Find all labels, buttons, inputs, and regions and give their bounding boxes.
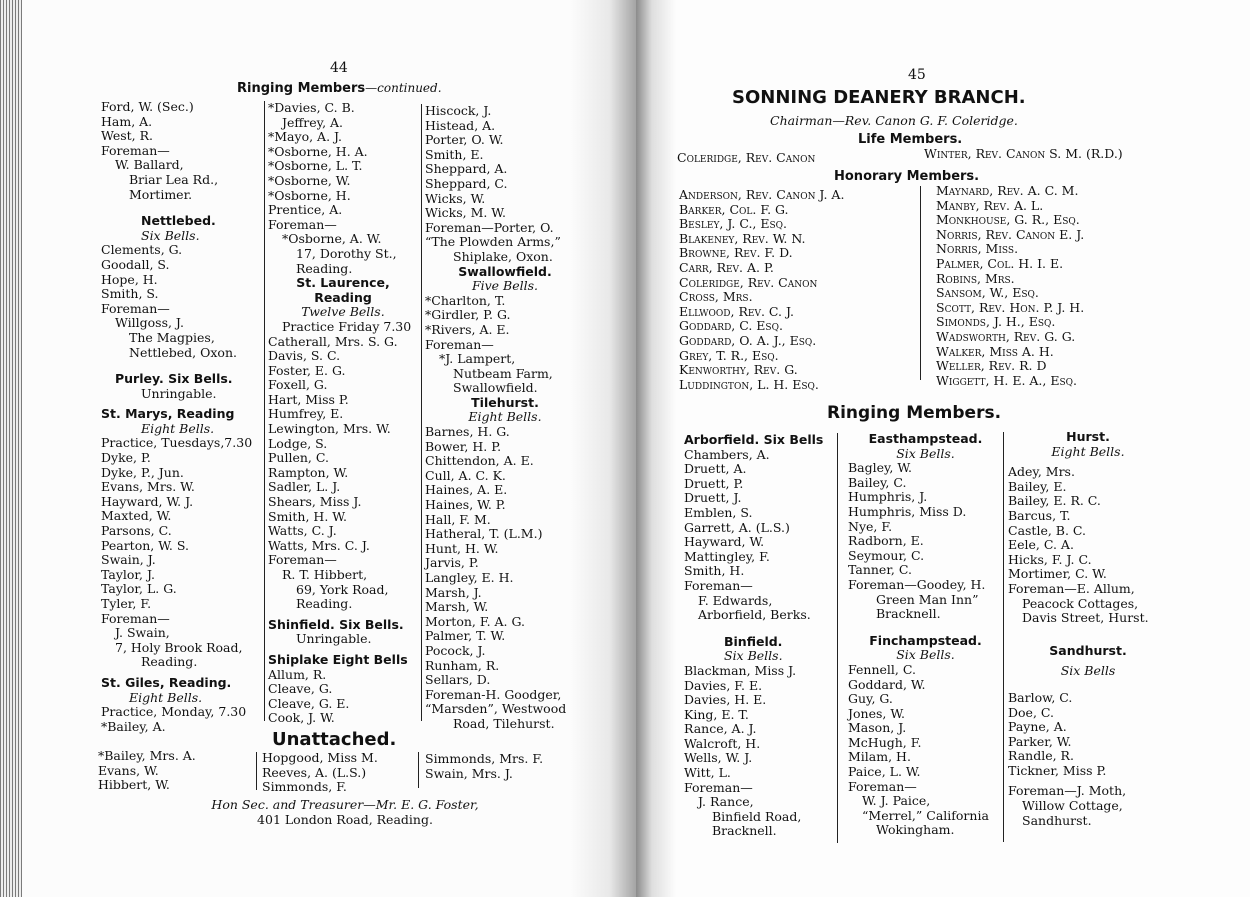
member-entry: Coleridge, Rev. Canon	[679, 274, 818, 290]
member-entry: *Osborne, A. W.	[282, 231, 382, 247]
member-entry: Davies, H. E.	[684, 692, 767, 708]
member-entry: Green Man Inn”	[876, 591, 979, 607]
member-entry: Reading.	[296, 596, 353, 612]
member-entry: Hall, F. M.	[425, 511, 491, 527]
member-entry: Langley, E. H.	[425, 570, 514, 585]
member-entry: Foreman—Porter, O.	[425, 219, 554, 235]
member-entry: Parker, W.	[1008, 733, 1072, 749]
page-number: 45	[908, 67, 926, 83]
member-entry: Eight Bells.	[129, 689, 203, 705]
page-number: 44	[330, 60, 348, 76]
member-entry: Barker, Col. F. G.	[679, 201, 789, 217]
member-entry: Tyler, F.	[101, 596, 152, 611]
member-entry: Norris, Miss.	[936, 241, 1019, 257]
member-entry: *Rivers, A. E.	[425, 321, 510, 337]
member-entry: Cross, Mrs.	[679, 289, 753, 305]
member-entry: Goddard, W.	[848, 676, 926, 692]
life-member: Coleridge, Rev. Canon	[677, 150, 816, 165]
member-entry: Hayward, W.	[684, 534, 765, 550]
ringing-column-1	[684, 433, 844, 839]
member-entry: Emblen, S.	[684, 504, 753, 520]
member-entry: “Marsden”, Westwood	[425, 701, 567, 717]
member-entry: *Osborne, H. A.	[268, 143, 368, 159]
member-entry: Foreman—E. Allum,	[1008, 580, 1135, 596]
member-entry: Chambers, A.	[684, 446, 770, 462]
member-entry: Foreman—	[425, 336, 494, 352]
member-entry: Evans, W.	[98, 762, 159, 778]
spacer	[848, 622, 1003, 634]
member-entry: Practice, Tuesdays,7.30	[101, 435, 253, 451]
member-entry: Carr, Rev. A. P.	[679, 259, 774, 275]
member-entry: Barcus, T.	[1008, 507, 1071, 523]
column-divider	[920, 186, 921, 380]
member-entry: Hayward, W. J.	[101, 493, 194, 509]
member-entry: Bracknell.	[876, 606, 941, 622]
member-entry: Hope, H.	[101, 271, 158, 287]
member-entry: Fennell, C.	[848, 661, 916, 677]
member-entry: Reading.	[296, 260, 353, 276]
member-entry: Swallowfield.	[453, 380, 538, 396]
member-entry: Marsh, W.	[425, 599, 489, 615]
member-entry: Monkhouse, G. R., Esq.	[936, 212, 1080, 228]
member-entry: Practice, Monday, 7.30	[101, 704, 247, 720]
member-entry: Browne, Rev. F. D.	[679, 245, 793, 261]
member-entry: Smith, S.	[101, 286, 159, 302]
member-entry: Swain, Mrs. J.	[425, 765, 513, 781]
member-entry: Wokingham.	[876, 822, 955, 838]
unattached-column-1	[98, 749, 248, 793]
member-entry: Sadler, L. J.	[268, 479, 341, 495]
member-entry: Sheppard, A.	[425, 161, 508, 177]
member-entry: Pocock, J.	[425, 642, 486, 658]
member-entry: King, E. T.	[684, 706, 749, 722]
member-entry: Humphris, Miss D.	[848, 503, 967, 519]
member-entry: Humphris, J.	[848, 489, 928, 505]
member-entry: Palmer, T. W.	[425, 628, 506, 644]
member-entry: Clements, G.	[101, 242, 183, 258]
member-entry: McHugh, F.	[848, 734, 922, 750]
member-entry: *Osborne, H.	[268, 187, 351, 203]
member-entry: *Davies, C. B.	[268, 100, 355, 115]
member-entry: Pearton, W. S.	[101, 537, 189, 553]
member-entry: Watts, C. J.	[268, 523, 337, 539]
ringing-column-2	[848, 432, 1003, 838]
ringing-members-heading: Ringing Members.	[827, 403, 1002, 423]
member-entry: Radborn, E.	[848, 533, 924, 549]
unattached-column-3	[425, 752, 575, 781]
member-entry: Marsh, J.	[425, 584, 482, 600]
member-entry: *Osborne, W.	[268, 172, 351, 188]
member-entry: Catherall, Mrs. S. G.	[268, 333, 398, 349]
member-entry: Six Bells.	[141, 227, 200, 243]
right-page	[636, 0, 1250, 897]
column-divider	[421, 104, 422, 721]
member-entry: Foreman—	[101, 142, 170, 158]
member-entry: Practice Friday 7.30	[282, 318, 412, 334]
member-entry: Castle, B. C.	[1008, 522, 1087, 538]
member-entry: Foreman-H. Goodger,	[425, 686, 562, 702]
parish-heading: Finchampstead.	[869, 632, 982, 648]
member-entry: 69, York Road,	[296, 581, 389, 597]
member-entry: *Mayo, A. J.	[268, 129, 343, 145]
parish-heading: Nettlebed.	[141, 213, 216, 229]
member-entry: Sansom, W., Esq.	[936, 285, 1039, 301]
member-entry: Doe, C.	[1008, 704, 1054, 720]
member-entry: Smith, H.	[684, 563, 745, 579]
member-entry: Dyke, P.	[101, 450, 151, 466]
column-divider	[418, 752, 419, 788]
member-entry: 17, Dorothy St.,	[296, 245, 397, 261]
unattached-title: Unattached.	[272, 729, 397, 750]
column-divider	[256, 752, 257, 790]
member-entry: Jones, W.	[848, 705, 905, 721]
member-entry: Humfrey, E.	[268, 406, 344, 422]
parish-heading: Hurst.	[1066, 429, 1110, 444]
member-entry: Norris, Rev. Canon E. J.	[936, 226, 1085, 242]
book-edge	[0, 0, 22, 897]
chairman-line: Chairman—Rev. Canon G. F. Coleridge.	[770, 113, 1018, 128]
parish-heading: St. Giles, Reading.	[101, 674, 232, 690]
member-entry: Haines, A. E.	[425, 482, 508, 498]
parish-heading: Reading	[314, 289, 372, 305]
member-entry: Bailey, C.	[848, 474, 907, 490]
footer-line: Hon Sec. and Treasurer—Mr. E. G. Foster,	[211, 797, 479, 812]
member-entry: Haines, W. P.	[425, 497, 506, 513]
footer	[150, 797, 540, 827]
member-entry: Tickner, Miss P.	[1008, 762, 1107, 778]
member-entry: Mattingley, F.	[684, 548, 770, 564]
member-entry: Anderson, Rev. Canon J. A.	[679, 187, 845, 202]
member-entry: *J. Lampert,	[439, 351, 516, 367]
member-entry: “Merrel,” California	[862, 807, 989, 823]
member-entry: Davies, F. E.	[684, 677, 763, 693]
member-entry: West, R.	[101, 128, 153, 144]
member-entry: Palmer, Col. H. I. E.	[936, 255, 1064, 271]
column-3	[425, 104, 585, 732]
member-entry: Manby, Rev. A. L.	[936, 197, 1044, 213]
member-entry: Goddard, O. A. J., Esq.	[679, 332, 817, 348]
member-entry: Grey, T. R., Esq.	[679, 347, 779, 363]
member-entry: Willow Cottage,	[1022, 798, 1123, 814]
member-entry: Seymour, C.	[848, 547, 925, 563]
member-entry: Six Bells.	[724, 648, 783, 664]
member-entry: Walcroft, H.	[684, 735, 761, 751]
member-entry: Shears, Miss J.	[268, 494, 362, 510]
parish-heading: Purley. Six Bells.	[115, 371, 233, 387]
member-entry: Jarvis, P.	[425, 555, 479, 571]
member-entry: Smith, H. W.	[268, 508, 347, 524]
member-entry: Runham, R.	[425, 657, 500, 673]
member-entry: Bracknell.	[712, 823, 777, 839]
member-entry: Eight Bells.	[468, 409, 542, 425]
member-entry: Weller, Rev. R. D	[936, 358, 1047, 374]
member-entry: *Girdler, P. G.	[425, 307, 511, 323]
member-entry: Briar Lea Rd.,	[129, 171, 219, 187]
member-entry: Paice, L. W.	[848, 764, 921, 780]
member-entry: Eight Bells.	[1051, 443, 1125, 459]
member-entry: *Osborne, L. T.	[268, 158, 363, 174]
member-entry: Cleave, G.	[268, 681, 333, 697]
parish-heading: Shiplake Eight Bells	[268, 651, 408, 667]
life-member: Winter, Rev. Canon S. M. (R.D.)	[924, 146, 1123, 161]
member-entry: Rampton, W.	[268, 464, 349, 480]
member-entry: Hart, Miss P.	[268, 391, 349, 407]
life-members-heading: Life Members.	[858, 132, 963, 147]
member-entry: Arborfield, Berks.	[698, 607, 811, 623]
branch-title: SONNING DEANERY BRANCH.	[732, 87, 1026, 108]
member-entry: Druett, J.	[684, 490, 742, 506]
member-entry: Allum, R.	[268, 666, 327, 682]
member-entry: Tanner, C.	[848, 562, 912, 578]
member-entry: Walker, Miss A. H.	[936, 343, 1054, 359]
member-entry: *Bailey, Mrs. A.	[98, 748, 196, 763]
member-entry: Histead, A.	[425, 117, 496, 133]
member-entry: Foxell, G.	[268, 377, 328, 393]
member-entry: Mortimer, C. W.	[1008, 566, 1107, 582]
member-entry: Unringable.	[296, 631, 372, 647]
parish-heading: Swallowfield.	[458, 263, 552, 279]
member-entry: Goodall, S.	[101, 256, 170, 272]
member-entry: Sandhurst.	[1022, 812, 1092, 828]
member-entry: Lodge, S.	[268, 435, 328, 451]
member-entry: Wicks, W.	[425, 190, 486, 206]
member-entry: Bailey, E. R. C.	[1008, 493, 1101, 509]
parish-heading: St. Marys, Reading	[101, 406, 235, 422]
member-entry: W. Ballard,	[115, 157, 184, 173]
member-entry: Nutbeam Farm,	[453, 365, 553, 381]
member-entry: Foreman—	[101, 300, 170, 316]
member-entry: Druett, A.	[684, 461, 747, 477]
column-2	[268, 101, 418, 726]
member-entry: Maynard, Rev. A. C. M.	[936, 183, 1079, 198]
parish-heading: Shinfield. Six Bells.	[268, 616, 404, 632]
member-entry: W. J. Paice,	[862, 793, 931, 809]
column-1	[101, 100, 261, 734]
member-entry: Chittendon, A. E.	[425, 453, 534, 469]
member-entry: Eight Bells.	[141, 420, 215, 436]
member-entry: Morton, F. A. G.	[425, 613, 526, 629]
member-entry: Foreman—Goodey, H.	[848, 576, 986, 592]
member-entry: Witt, L.	[684, 765, 731, 781]
member-entry: J. Rance,	[698, 794, 754, 810]
member-entry: Taylor, J.	[101, 566, 155, 582]
member-entry: Nye, F.	[848, 518, 893, 534]
member-entry: Simmonds, Mrs. F.	[425, 751, 544, 766]
parish-heading: Binfield.	[724, 633, 783, 649]
member-entry: Milam, H.	[848, 749, 911, 765]
member-entry: Foreman—	[684, 779, 753, 795]
member-entry: Blackman, Miss J.	[684, 662, 797, 678]
member-entry: Wells, W. J.	[684, 750, 753, 766]
member-entry: Peacock Cottages,	[1022, 595, 1139, 611]
member-entry: 7, Holy Brook Road,	[115, 639, 243, 655]
member-entry: Unringable.	[141, 385, 217, 401]
member-entry: Ham, A.	[101, 113, 153, 129]
member-entry: Hibbert, W.	[98, 777, 170, 793]
member-entry: Cook, J. W.	[268, 710, 335, 726]
member-entry: Goddard, C. Esq.	[679, 318, 783, 334]
member-entry: Pullen, C.	[268, 450, 329, 466]
member-entry: Guy, G.	[848, 691, 893, 707]
honorary-members-heading: Honorary Members.	[834, 169, 980, 184]
parish-heading: Tilehurst.	[471, 394, 539, 410]
member-entry: Dyke, P., Jun.	[101, 464, 184, 480]
member-entry: Watts, Mrs. C. J.	[268, 537, 370, 553]
member-entry: Maxted, W.	[101, 508, 172, 524]
member-entry: Druett, P.	[684, 475, 744, 491]
member-entry: Wicks, M. W.	[425, 205, 506, 221]
member-entry: J. Swain,	[115, 625, 170, 641]
member-entry: Foster, E. G.	[268, 362, 346, 378]
member-entry: Payne, A.	[1008, 719, 1067, 735]
ringing-column-3	[1008, 430, 1168, 828]
member-entry: Road, Tilehurst.	[453, 715, 555, 731]
parish-heading: Arborfield. Six Bells	[684, 432, 824, 447]
spacer	[684, 623, 844, 635]
member-entry: Bailey, E.	[1008, 478, 1067, 494]
member-entry: Six Bells.	[896, 445, 955, 461]
member-entry: Five Bells.	[471, 278, 539, 294]
footer-line: 401 London Road, Reading.	[257, 812, 433, 827]
member-entry: Barnes, H. G.	[425, 424, 510, 440]
member-entry: Shiplake, Oxon.	[453, 248, 553, 264]
member-entry: Foreman—	[684, 577, 753, 593]
member-entry: Binfield Road,	[712, 808, 802, 824]
member-entry: Swain, J.	[101, 552, 156, 568]
member-entry: Randle, R.	[1008, 748, 1074, 764]
spacer	[1008, 626, 1168, 638]
member-entry: Foreman—	[101, 610, 170, 626]
member-entry: Ford, W. (Sec.)	[101, 99, 194, 114]
member-entry: Wadsworth, Rev. G. G.	[936, 328, 1076, 344]
member-entry: Parsons, C.	[101, 523, 172, 539]
member-entry: Garrett, A. (L.S.)	[684, 519, 790, 535]
member-entry: Scott, Rev. Hon. P. J. H.	[936, 299, 1085, 315]
member-entry: Blakeney, Rev. W. N.	[679, 230, 806, 246]
member-entry: Davis, S. C.	[268, 348, 341, 364]
member-entry: Reeves, A. (L.S.)	[262, 764, 367, 780]
member-entry: Sellars, D.	[425, 672, 491, 688]
member-entry: Foreman—	[268, 552, 337, 568]
section-heading: Ringing Members—continued.	[237, 81, 442, 96]
member-entry: Lewington, Mrs. W.	[268, 421, 391, 437]
member-entry: Simmonds, F.	[262, 779, 347, 795]
member-entry: Hunt, H. W.	[425, 540, 499, 556]
member-entry: Davis Street, Hurst.	[1022, 610, 1149, 626]
member-entry: The Magpies,	[129, 329, 215, 345]
member-entry: Prentice, A.	[268, 202, 343, 218]
member-entry: Mortimer.	[129, 186, 193, 202]
unattached-column-2	[262, 751, 412, 795]
member-entry: Six Bells.	[896, 647, 955, 663]
honorary-column-1	[679, 188, 919, 392]
member-entry: Foreman—J. Moth,	[1008, 783, 1127, 799]
honorary-column-2	[936, 184, 1166, 388]
member-entry: Foreman—	[848, 778, 917, 794]
member-entry: Sheppard, C.	[425, 175, 508, 191]
member-entry: Evans, Mrs. W.	[101, 479, 195, 495]
member-entry: Bagley, W.	[848, 460, 913, 476]
member-entry: *Charlton, T.	[425, 292, 506, 308]
member-entry: Wiggett, H. E. A., Esq.	[936, 372, 1077, 388]
member-entry: *Bailey, A.	[101, 718, 166, 734]
member-entry: Taylor, L. G.	[101, 581, 177, 597]
member-entry: Barlow, C.	[1008, 689, 1073, 705]
member-entry: Nettlebed, Oxon.	[129, 344, 237, 360]
member-entry: Cleave, G. E.	[268, 695, 350, 711]
member-entry: Reading.	[141, 654, 198, 670]
member-entry: Mason, J.	[848, 720, 907, 736]
parish-heading: Easthampstead.	[868, 431, 983, 446]
member-entry: Jeffrey, A.	[282, 114, 344, 130]
member-entry: Bower, H. P.	[425, 438, 502, 454]
member-entry: Simonds, J. H., Esq.	[936, 314, 1056, 330]
member-entry: Robins, Mrs.	[936, 270, 1015, 286]
parish-heading: St. Laurence,	[296, 275, 390, 291]
member-entry: Rance, A. J.	[684, 721, 757, 737]
member-entry: Ellwood, Rev. C. J.	[679, 303, 794, 319]
member-entry: Hicks, F. J. C.	[1008, 551, 1092, 567]
member-entry: Smith, E.	[425, 146, 484, 162]
column-divider	[837, 433, 838, 843]
member-entry: Kenworthy, Rev. G.	[679, 362, 798, 378]
member-entry: Cull, A. C. K.	[425, 467, 506, 483]
member-entry: Besley, J. C., Esq.	[679, 216, 788, 232]
column-divider	[264, 101, 265, 721]
member-entry: Porter, O. W.	[425, 132, 504, 148]
member-entry: Eele, C. A.	[1008, 537, 1074, 553]
member-entry: Adey, Mrs.	[1008, 464, 1075, 480]
column-divider	[1003, 432, 1004, 842]
member-entry: Hatheral, T. (L.M.)	[425, 526, 543, 542]
member-entry: Willgoss, J.	[115, 315, 184, 331]
member-entry: R. T. Hibbert,	[282, 567, 368, 582]
member-entry: Luddington, L. H. Esq.	[679, 376, 819, 392]
member-entry: Foreman—	[268, 216, 337, 232]
member-entry: Hiscock, J.	[425, 103, 492, 118]
member-entry: Hopgood, Miss M.	[262, 750, 378, 765]
member-entry: Six Bells	[1060, 663, 1116, 679]
member-entry: “The Plowden Arms,”	[425, 234, 561, 250]
parish-heading: Sandhurst.	[1049, 642, 1127, 658]
member-entry: Twelve Bells.	[301, 304, 385, 320]
member-entry: F. Edwards,	[698, 592, 773, 608]
